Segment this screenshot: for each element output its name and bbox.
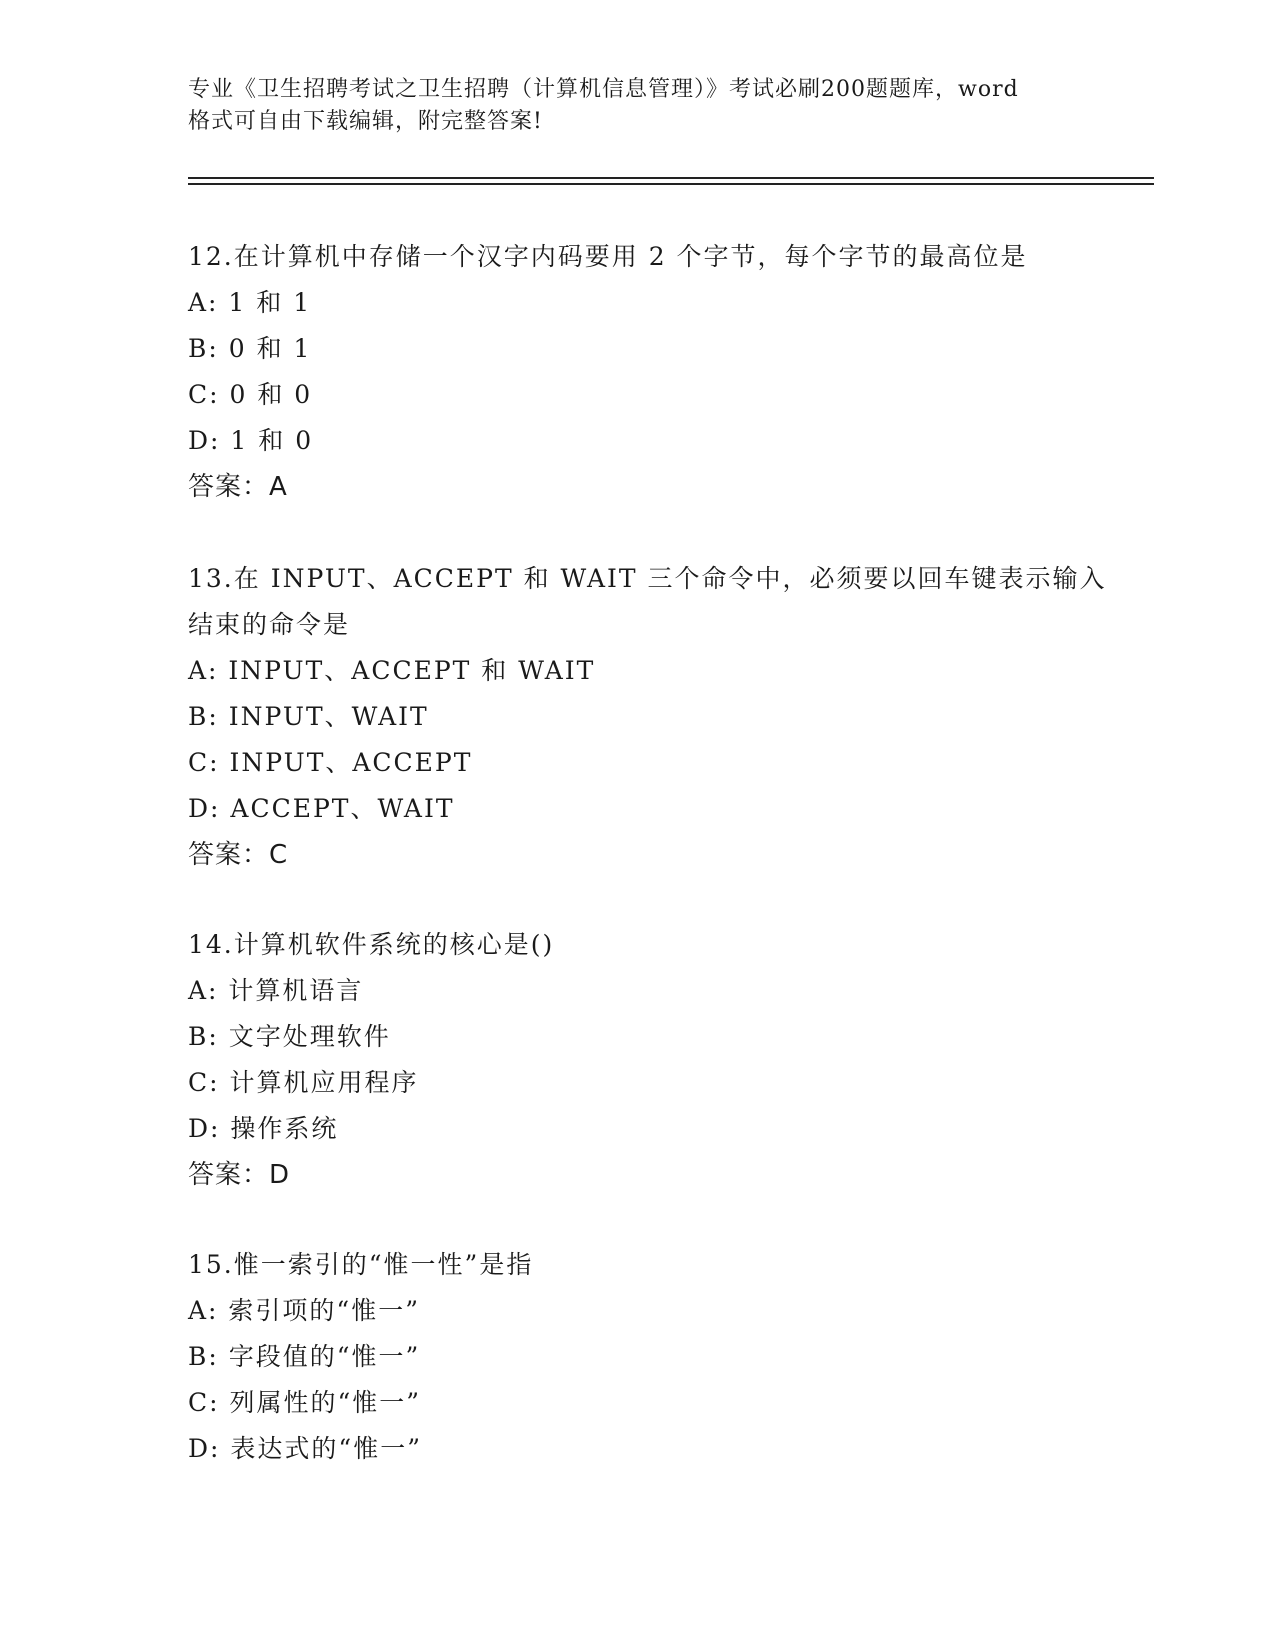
option-c: C: 列属性的“惟一”	[188, 1388, 422, 1417]
option-a: A: 索引项的“惟一”	[188, 1296, 420, 1325]
option-c: C: 0 和 0	[188, 380, 313, 409]
question-stem: 13.在 INPUT、ACCEPT 和 WAIT 三个命令中，必须要以回车键表示输入	[188, 564, 1107, 593]
question-stem: 15.惟一索引的“惟一性”是指	[188, 1250, 534, 1279]
option-d: D: 1 和 0	[188, 426, 314, 455]
answer-label: 答案：C	[188, 840, 289, 870]
option-d: D: 表达式的“惟一”	[188, 1434, 422, 1463]
answer-label: 答案：A	[188, 472, 288, 502]
option-b: B: INPUT、WAIT	[188, 702, 429, 731]
answer-label: 答案：D	[188, 1160, 291, 1190]
question-stem-continued: 结束的命令是	[188, 610, 351, 639]
option-d: D: 操作系统	[188, 1114, 339, 1143]
option-b: B: 字段值的“惟一”	[188, 1342, 421, 1371]
question-14	[188, 922, 1088, 1198]
option-c: C: INPUT、ACCEPT	[188, 748, 473, 777]
header-line-1: 专业《卫生招聘考试之卫生招聘（计算机信息管理）》考试必刷200题题库，word	[188, 77, 1019, 102]
option-a: A: 计算机语言	[188, 976, 364, 1005]
question-stem: 12.在计算机中存储一个汉字内码要用 2 个字节，每个字节的最高位是	[188, 242, 1028, 271]
header-divider-bottom	[188, 183, 1154, 185]
header-line-2: 格式可自由下载编辑，附完整答案!	[188, 109, 543, 134]
document-header	[188, 74, 1088, 138]
question-stem: 14.计算机软件系统的核心是()	[188, 930, 555, 959]
header-divider-top	[188, 177, 1154, 179]
option-c: C: 计算机应用程序	[188, 1068, 419, 1097]
option-d: D: ACCEPT、WAIT	[188, 794, 455, 823]
question-12	[188, 234, 1088, 510]
option-b: B: 0 和 1	[188, 334, 312, 363]
option-b: B: 文字处理软件	[188, 1022, 391, 1051]
question-13	[188, 556, 1107, 878]
option-a: A: 1 和 1	[188, 288, 312, 317]
question-15	[188, 1242, 1088, 1472]
option-a: A: INPUT、ACCEPT 和 WAIT	[188, 656, 596, 685]
